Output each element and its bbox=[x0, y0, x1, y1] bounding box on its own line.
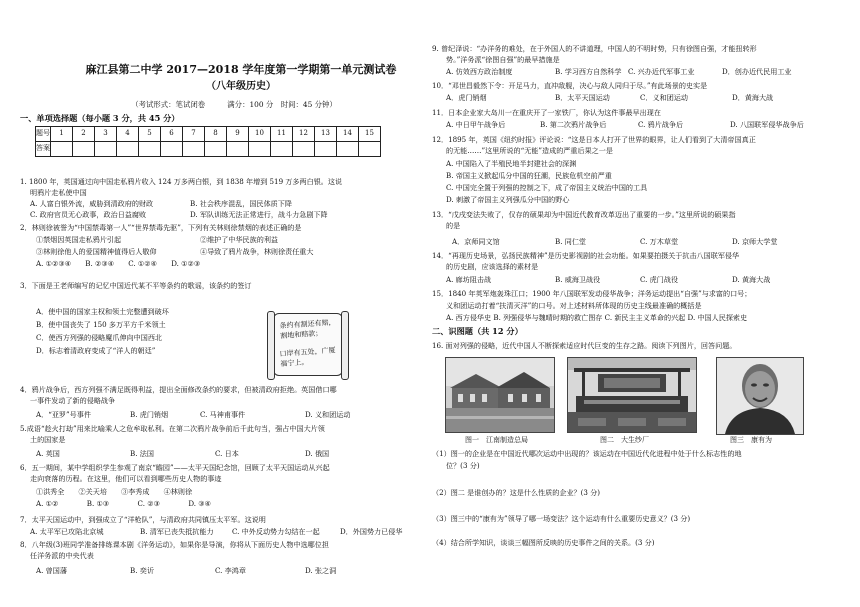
question-10-stem: 10．“邓世昌毅然下令：开足马力，直冲敌舰，决心与敌人同归于尽。”有此场景的史实是 bbox=[432, 81, 708, 90]
answer-table-answer-row bbox=[36, 142, 381, 157]
section2-heading: 二、识图题（共 12 分） bbox=[432, 326, 523, 336]
question-3-stem: 3．下面是王老师编写的记忆中国近代某不平等条约的歌谣，该条约的签订 bbox=[20, 281, 252, 290]
exam-info: （考试形式：笔试闭卷 满分：100 分 时间：45 分钟） bbox=[131, 100, 337, 109]
answer-table-number: 13 bbox=[315, 127, 337, 142]
answer-cell[interactable] bbox=[161, 142, 183, 157]
answer-table-number: 4 bbox=[117, 127, 139, 142]
ballad-scroll bbox=[273, 313, 343, 376]
question-10-option-c: C．义和团运动 bbox=[640, 93, 688, 102]
question-13-stem: 13．“戊戌变法失败了，仅存的硕果却为中国近代教育改革迈出了重要的一步。”这里所说的硕果指 bbox=[432, 210, 736, 219]
photo-dasheng-mill bbox=[567, 357, 697, 433]
photo-kang-youwei-image bbox=[717, 358, 803, 434]
question-4-stem: 4．鸦片战争后，西方列强不满足既得利益，提出全面修改条约的要求，但被清政府拒绝。英国借口哪 bbox=[20, 385, 337, 394]
answer-table bbox=[35, 126, 381, 157]
question-2-item-1: ①禁烟因英国走私鸦片引起 bbox=[36, 235, 122, 244]
answer-table-number: 11 bbox=[271, 127, 293, 142]
answer-cell[interactable] bbox=[205, 142, 227, 157]
question-4-stem-cont: 一事件发动了新的侵略战争 bbox=[30, 396, 116, 405]
question-6-stem: 6．五一期间，某中学组织学生参观了南京“瞻园”——太平天国纪念馆，回顾了太平天国运动从兴起 bbox=[20, 463, 330, 472]
question-4-option-d: D. 义和团运动 bbox=[305, 410, 351, 419]
answer-table-number: 12 bbox=[293, 127, 315, 142]
question-15-stem-cont: 义和团运动打着“扶清灭洋”的口号。对上述材料所体现的历史主线最准确的概括是 bbox=[446, 301, 702, 310]
photo-2-caption: 图二 大生纱厂 bbox=[600, 436, 649, 444]
answer-cell[interactable] bbox=[183, 142, 205, 157]
answer-table-number: 6 bbox=[161, 127, 183, 142]
question-12-stem-cont: 的无能……”这里所说的“无能”造成的严重后果之一是 bbox=[446, 146, 613, 155]
section1-heading: 一、单项选择题（每小题 3 分，共 45 分） bbox=[20, 113, 180, 123]
question-1-option-b: B. 社会秩序混乱，国民体质下降 bbox=[190, 199, 292, 208]
question-14-option-c: C. 虎门战役 bbox=[640, 275, 679, 284]
question-15-stem: 15．1840 年英军炮轰珠江口；1900 年八国联军发动侵华战争；洋务运动提出“自强”与求富的口号； bbox=[432, 289, 752, 298]
answer-cell[interactable] bbox=[51, 142, 73, 157]
question-4-option-b: B. 虎门销烟 bbox=[130, 410, 169, 419]
question-13-stem-cont: 的是 bbox=[446, 221, 461, 230]
question-5-option-b: B. 法国 bbox=[130, 449, 154, 458]
answer-table-number: 3 bbox=[95, 127, 117, 142]
answer-cell[interactable] bbox=[293, 142, 315, 157]
photo-jiangnan-arsenal bbox=[445, 357, 555, 433]
answer-table-number: 2 bbox=[73, 127, 95, 142]
question-2-item-2: ②维护了中华民族的利益 bbox=[200, 235, 279, 244]
answer-table-number: 9 bbox=[227, 127, 249, 142]
answer-table-number: 14 bbox=[337, 127, 359, 142]
question-13-option-d: D. 京师大学堂 bbox=[732, 237, 778, 246]
answer-table-number: 10 bbox=[249, 127, 271, 142]
question-8-option-d: D. 张之洞 bbox=[305, 566, 337, 575]
question-9-stem: 9. 曾纪泽说：“办洋务的难处，在于外国人的不讲道理，中国人的不明时势，只有徐图自强，才能扭转形 bbox=[432, 44, 757, 53]
photo-jiangnan-arsenal-image bbox=[446, 358, 554, 432]
question-14-stem: 14．“再现历史场景，弘扬民族精神”是历史影视剧的社会功能。如果要拍摄关于抗击八国联军侵华 bbox=[432, 251, 740, 260]
question-11-option-c: C. 鸦片战争后 bbox=[638, 120, 684, 129]
question-2-item-4: ④导致了鸦片战争，林则徐责任重大 bbox=[200, 247, 314, 256]
question-5-option-a: A. 英国 bbox=[36, 449, 60, 458]
question-8-option-b: B. 奕䜣 bbox=[130, 566, 154, 575]
question-3-option-a: A．使中国的国家主权和领土完整遭到破坏 bbox=[36, 307, 169, 316]
question-5-stem: 5.成语“趁火打劫”用来比喻乘人之危牟取私利。在第二次鸦片战争前后千此句当，强占中国大片领 bbox=[20, 424, 325, 433]
question-3-option-b: B．使中国丧失了 150 多万平方千米领土 bbox=[36, 320, 166, 329]
question-14-option-a: A. 廊坊阻击战 bbox=[446, 275, 492, 284]
question-14-option-b: B. 威海卫战役 bbox=[555, 275, 601, 284]
question-7-option-b: B. 清军已丧失抵抗能力 bbox=[140, 527, 214, 536]
answer-table-number: 8 bbox=[205, 127, 227, 142]
photo-kang-youwei bbox=[716, 357, 804, 435]
question-2-item-3: ③林则徐他人的爱国精神值得后人敬仰 bbox=[36, 247, 157, 256]
question-1-option-d: D. 军队训练无法正常进行，战斗力急剧下降 bbox=[190, 210, 328, 219]
question-16-part-2: （2）图二 是谁创办的？这是什么性质的企业？(3 分) bbox=[432, 488, 601, 497]
answer-table-number: 5 bbox=[139, 127, 161, 142]
question-7-option-a: A. 太平军已攻陷北京城 bbox=[30, 527, 104, 536]
photo-3-caption: 图三 康有为 bbox=[730, 436, 772, 444]
question-12-stem: 12．1895 年，英国《纽约时报》评论说：“这是日本人打开了世界的眼界，让人们看到了大清帝国真正 bbox=[432, 135, 756, 144]
question-5-option-d: D. 俄国 bbox=[305, 449, 330, 458]
question-10-option-d: D．黄海大战 bbox=[732, 93, 774, 102]
question-2-stem: 2．林则徐被誉为“中国禁毒第一人”“世界禁毒先驱”，下列有关林则徐禁烟的表述正确的是 bbox=[20, 223, 302, 232]
answer-table-number: 15 bbox=[359, 127, 381, 142]
question-6-items: ①洪秀全 ②关天培 ③李秀成 ④林则徐 bbox=[36, 487, 193, 496]
question-11-option-a: A. 中日甲午战争后 bbox=[446, 120, 506, 129]
answer-table-row2-label: 答案 bbox=[36, 142, 51, 157]
question-14-stem-cont: 的历史剧，应该选择的素材是 bbox=[446, 262, 539, 271]
question-11-option-d: D. 八国联军侵华战争后 bbox=[730, 120, 804, 129]
ballad-line-2: 口岸有五处，广厦福宁上。 bbox=[279, 346, 336, 368]
answer-cell[interactable] bbox=[73, 142, 95, 157]
question-9-option-d: D．创办近代民用工业 bbox=[722, 67, 792, 76]
question-11-stem: 11．日本企业家大岛川一在重庆开了一家铁厂，你认为这件事最早出现在 bbox=[432, 108, 661, 117]
question-9-stem-cont: 势。”洋务派“徐图自强”的最早措施是 bbox=[446, 55, 560, 64]
question-4-option-c: C. 马神甫事件 bbox=[200, 410, 246, 419]
question-9-option-a: A. 仿效西方政治制度 bbox=[446, 67, 513, 76]
question-16-stem: 16. 面对列强的侵略，近代中国人不断探索适应时代巨变的生存之路。阅读下列图片，回答问题。 bbox=[432, 341, 737, 350]
answer-cell[interactable] bbox=[95, 142, 117, 157]
question-6-stem-cont: 走向衰落的历程。在这里，他们可以看到哪些历史人物的事迹 bbox=[30, 474, 222, 483]
answer-table-number: 7 bbox=[183, 127, 205, 142]
question-2-choices: A. ①②③④ B. ②③④ C. ①②④ D. ①②③ bbox=[36, 259, 201, 268]
question-12-option-b: B. 帝国主义掀起瓜分中国的狂潮，民族危机空前严重 bbox=[446, 171, 612, 180]
question-16-part-3: （3）图三中的“康有为”领导了哪一场变法？这个运动有什么重要历史意义？(3 分) bbox=[432, 514, 691, 523]
ballad-line-1: 条约有割还有赔，割地和赔款； bbox=[279, 318, 336, 341]
question-14-option-d: D. 黄海大战 bbox=[732, 275, 771, 284]
photo-dasheng-mill-image bbox=[568, 358, 696, 432]
answer-cell[interactable] bbox=[337, 142, 359, 157]
question-8-option-a: A. 曾国藩 bbox=[36, 566, 67, 575]
question-8-stem: 8．八年级(3)班同学准备排练课本剧《洋务运动》，如果你是导演，你将从下面历史人物中选哪位担 bbox=[20, 540, 329, 549]
answer-cell[interactable] bbox=[271, 142, 293, 157]
question-8-option-c: C. 李鸿章 bbox=[215, 566, 246, 575]
exam-subtitle: （八年级历史） bbox=[206, 81, 276, 92]
question-13-option-a: A．京师同文馆 bbox=[452, 237, 500, 246]
question-7-option-c: C. 中外反动势力勾结在一起 bbox=[232, 527, 320, 536]
question-16-part-1-cont: 位？(3 分) bbox=[446, 461, 480, 470]
question-6-choices: A. ①② B. ①③ C. ②③ D. ③④ bbox=[36, 499, 211, 508]
answer-cell[interactable] bbox=[315, 142, 337, 157]
question-4-option-a: A．“亚罗”号事件 bbox=[36, 410, 91, 419]
question-8-stem-cont: 任洋务派的中央代表 bbox=[30, 551, 94, 560]
question-3-option-c: C．使西方列强的侵略魔爪伸向中国西北 bbox=[36, 333, 163, 342]
question-1-stem: 1. 1800 年，英国通过向中国走私鸦片收入 124 万多两白银，到 1838 年增到 519 万多两白银。这说 bbox=[20, 177, 343, 186]
answer-cell[interactable] bbox=[249, 142, 271, 157]
question-13-option-b: B. 同仁堂 bbox=[555, 237, 587, 246]
answer-cell[interactable] bbox=[117, 142, 139, 157]
answer-table-number: 1 bbox=[51, 127, 73, 142]
answer-table-number-row bbox=[36, 127, 381, 142]
question-9-option-c: C. 兴办近代军事工业 bbox=[628, 67, 695, 76]
scroll-roll-left bbox=[267, 311, 275, 380]
answer-cell[interactable] bbox=[359, 142, 381, 157]
question-12-option-c: C. 中国完全置于列强的控制之下，成了帝国主义统治中国的工具 bbox=[446, 183, 648, 192]
exam-title: 麻江县第二中学 2017—2018 学年度第一学期第一单元测试卷 bbox=[85, 63, 397, 76]
answer-cell[interactable] bbox=[227, 142, 249, 157]
question-10-option-a: A．虎门销烟 bbox=[446, 93, 487, 102]
question-13-option-c: C. 万木草堂 bbox=[640, 237, 679, 246]
question-12-option-d: D. 刺激了帝国主义列强瓜分中国的野心 bbox=[446, 195, 570, 204]
question-5-option-c: C. 日本 bbox=[215, 449, 239, 458]
answer-cell[interactable] bbox=[139, 142, 161, 157]
question-5-stem-cont: 土的国家是 bbox=[30, 435, 66, 444]
question-15-choices: A. 西方侵华史 B. 列强侵华与魏晴时期的救亡图存 C. 新民主主义革命的兴起 D. 中国人民探索史 bbox=[446, 313, 748, 322]
scroll-roll-right bbox=[341, 311, 349, 380]
question-12-option-a: A. 中国陷入了半殖民地半封建社会的深渊 bbox=[446, 159, 577, 168]
answer-table-row1-label: 题号 bbox=[36, 127, 51, 142]
question-1-stem-cont: 明鸦片走私使中国 bbox=[30, 188, 87, 197]
question-9-option-b: B. 学习西方自然科学 bbox=[555, 67, 622, 76]
question-16-part-1: （1）图一的企业是在中国近代哪次运动中出现的？该运动在中国近代化进程中处于什么标志性的地 bbox=[432, 449, 742, 458]
question-3-option-d: D．标志着清政府变成了“洋人的朝廷” bbox=[36, 346, 156, 355]
question-11-option-b: B. 第二次鸦片战争后 bbox=[540, 120, 607, 129]
question-1-option-c: C. 政府官员无心政事，政治日益腐败 bbox=[30, 210, 147, 219]
question-1-option-a: A. 人富白银外流，威胁到清政府的财政 bbox=[30, 199, 154, 208]
photo-1-caption: 图一 江南制造总局 bbox=[465, 436, 528, 444]
question-16-part-4: （4）结合所学知识，谈谈三幅图所反映的历史事件之间的关系。(3 分) bbox=[432, 538, 655, 547]
question-7-option-d: D．外国势力已侵华 bbox=[340, 527, 403, 536]
question-7-stem: 7．太平天国运动中，到强成立了“洋枪队”，与清政府共同镇压太平军。这说明 bbox=[20, 515, 266, 524]
question-10-option-b: B．太平天国运动 bbox=[555, 93, 610, 102]
